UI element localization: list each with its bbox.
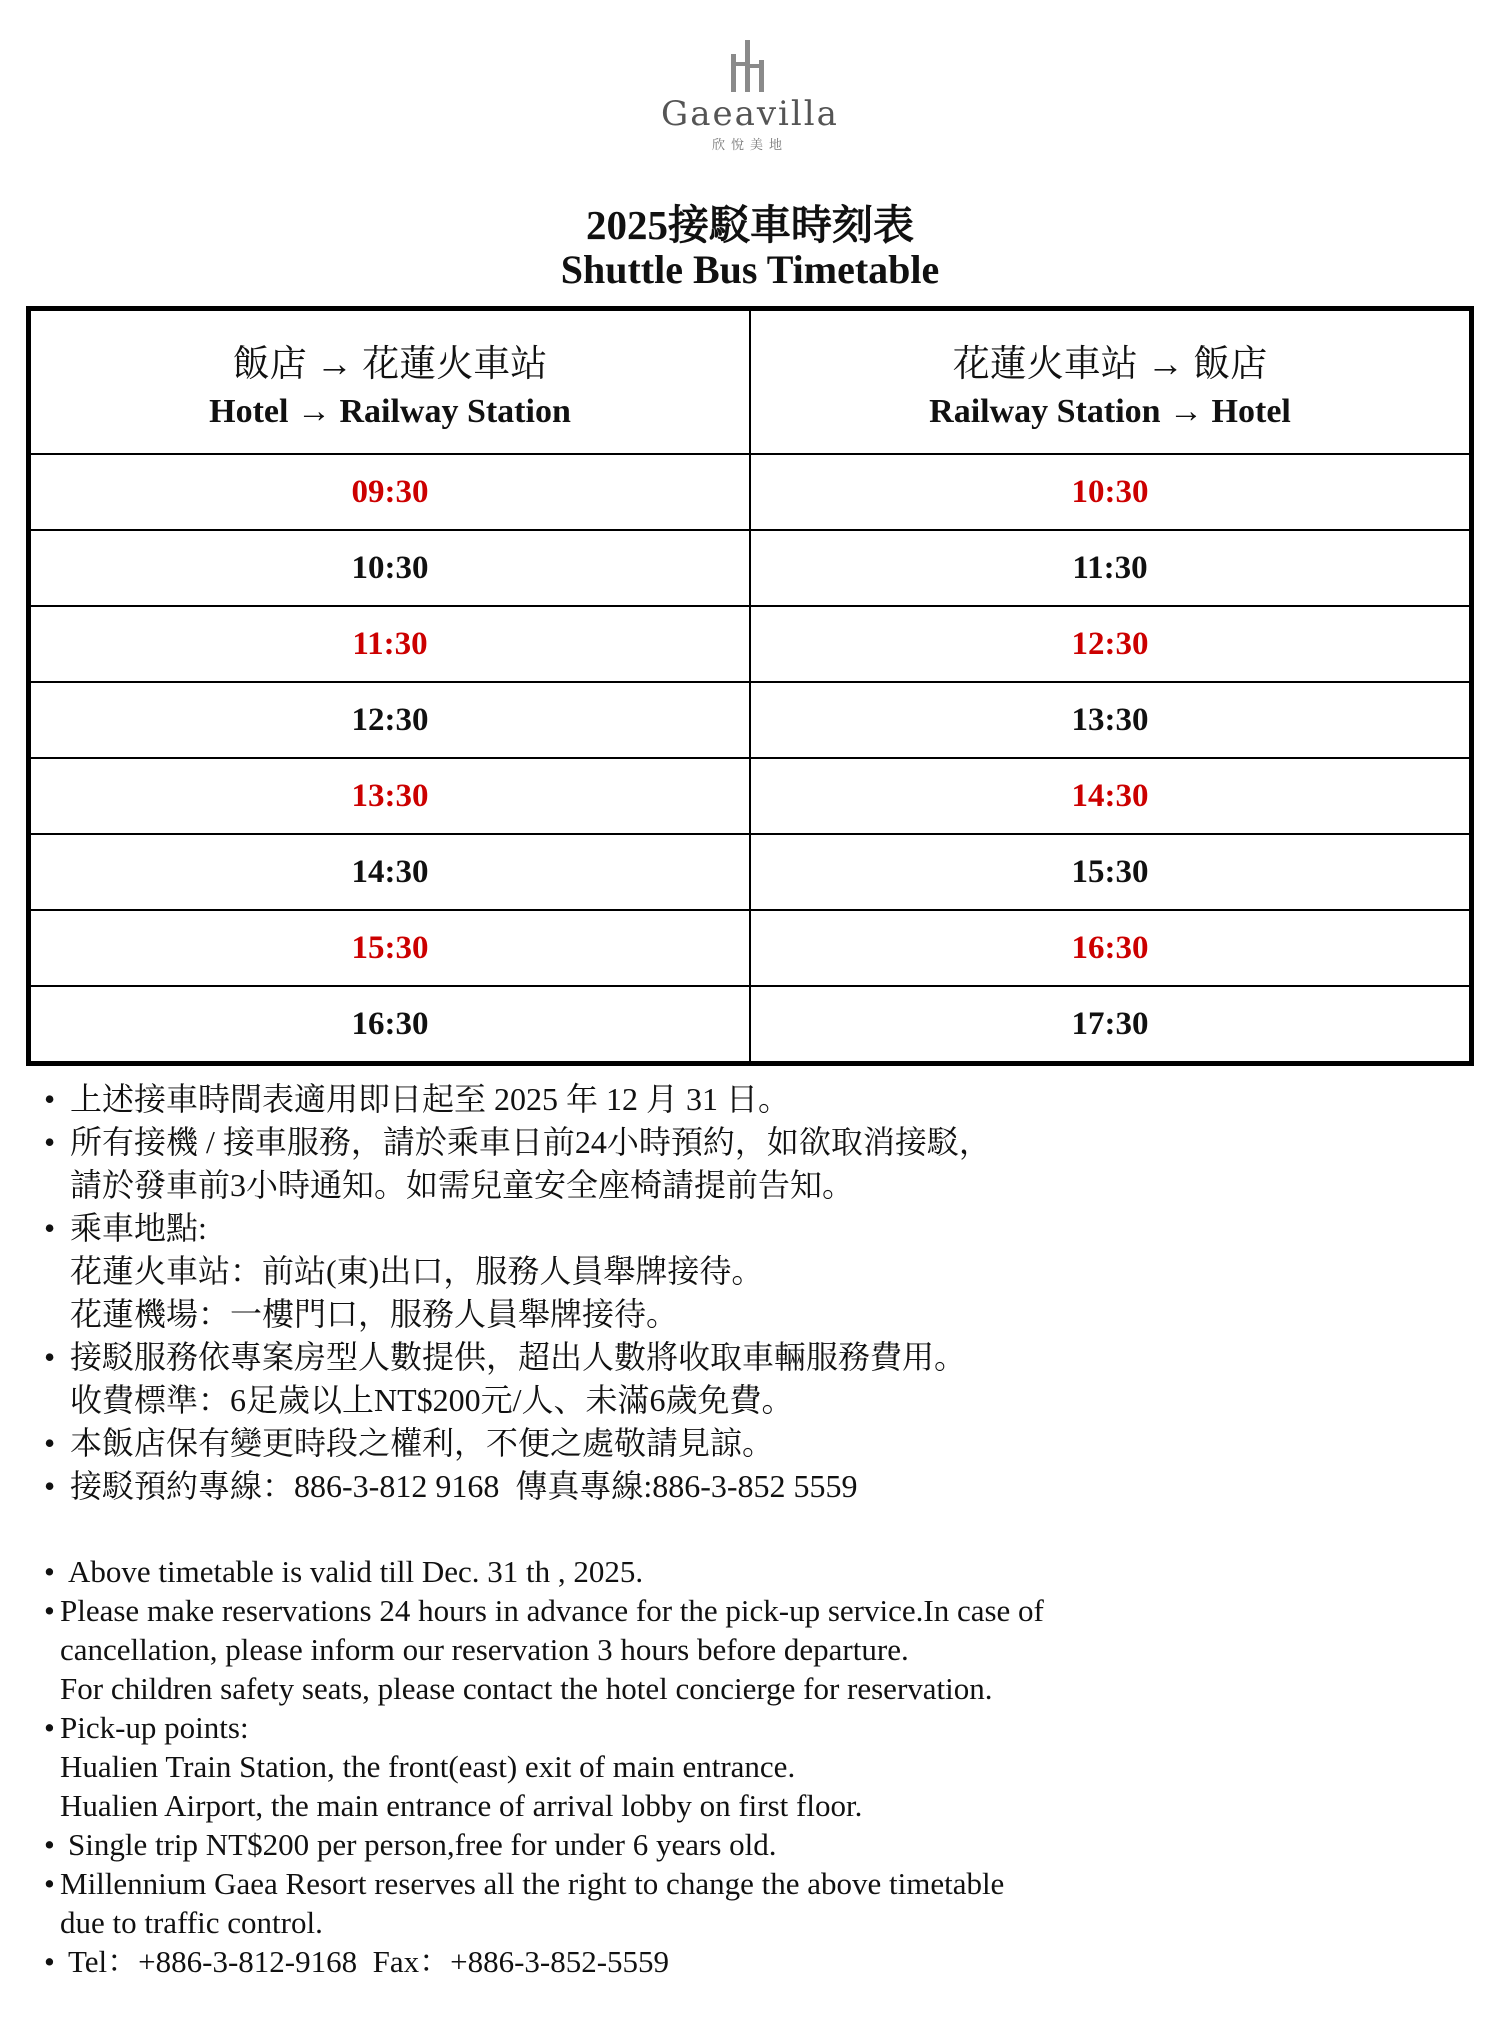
column-header-en: Railway Station → Hotel xyxy=(929,393,1291,430)
note-item xyxy=(42,1825,1462,1864)
return-time-cell: 14:30 xyxy=(750,758,1472,834)
note-text: 收費標準：6足歲以上NT$200元/人、未滿6歲免費。 xyxy=(70,1382,794,1418)
note-text: 接駁預約專線：886-3-812 9168 傳真專線:886-3-852 5559 xyxy=(70,1468,858,1504)
note-item xyxy=(42,1207,1462,1336)
page-title-cn: 2025接駁車時刻表 xyxy=(586,202,914,248)
timetable xyxy=(26,306,1474,1066)
column-header-en: Hotel → Railway Station xyxy=(209,393,571,430)
return-time-cell: 16:30 xyxy=(750,910,1472,986)
note-text: For children safety seats, please contact the hotel concierge for reservation. xyxy=(60,1671,993,1706)
notes-english xyxy=(42,1552,1462,1981)
note-text: 花蓮火車站：前站(東)出口，服務人員舉牌接待。 xyxy=(70,1253,764,1289)
note-text: cancellation, please inform our reservation 3 hours before departure. xyxy=(60,1632,909,1667)
note-text: • Please make reservations 24 hours in advance for the pick-up service.In case of xyxy=(60,1593,1044,1628)
table-row xyxy=(29,986,1472,1064)
table-row xyxy=(29,834,1472,910)
return-time-cell: 11:30 xyxy=(750,530,1472,606)
note-item xyxy=(42,1552,1462,1591)
departure-time-cell: 16:30 xyxy=(29,986,751,1064)
table-row xyxy=(29,454,1472,530)
note-text: • Pick-up points: xyxy=(60,1710,249,1745)
page-title-en: Shuttle Bus Timetable xyxy=(560,247,940,292)
note-text: Hualien Airport, the main entrance of arrival lobby on first floor. xyxy=(60,1788,863,1823)
table-row xyxy=(29,530,1472,606)
logo-name: Gaeavilla xyxy=(661,94,839,134)
departure-time-cell: 13:30 xyxy=(29,758,751,834)
column-header-hotel-to-station xyxy=(29,309,751,455)
timetable-body xyxy=(29,454,1472,1064)
return-time-cell: 13:30 xyxy=(750,682,1472,758)
departure-time-cell: 10:30 xyxy=(29,530,751,606)
return-time-cell: 10:30 xyxy=(750,454,1472,530)
departure-time-cell: 11:30 xyxy=(29,606,751,682)
note-text: Hualien Train Station, the front(east) exit of main entrance. xyxy=(60,1749,796,1784)
note-text: Above timetable is valid till Dec. 31 th , 2025. xyxy=(68,1554,644,1589)
note-item xyxy=(42,1591,1462,1708)
note-text: • 所有接機 / 接車服務，請於乘車日前24小時預約，如欲取消接駁， xyxy=(70,1124,991,1160)
note-item xyxy=(42,1336,1462,1422)
note-text: • 乘車地點: xyxy=(70,1210,207,1246)
note-text: 花蓮機場：一樓門口，服務人員舉牌接待。 xyxy=(70,1296,679,1332)
note-item xyxy=(42,1078,1462,1121)
note-item xyxy=(42,1708,1462,1825)
notes-chinese xyxy=(42,1078,1462,1508)
note-text: Single trip NT$200 per person,free for under 6 years old. xyxy=(68,1827,777,1862)
table-row xyxy=(29,682,1472,758)
table-row xyxy=(29,606,1472,682)
note-item xyxy=(42,1422,1462,1465)
hotel-logo xyxy=(0,40,1500,153)
note-text: 本飯店保有變更時段之權利，不便之處敬請見諒。 xyxy=(70,1425,775,1461)
return-time-cell: 12:30 xyxy=(750,606,1472,682)
column-header-cn: 飯店 → 花蓮火車站 xyxy=(232,344,548,385)
logo-mark-icon xyxy=(727,40,773,92)
table-row xyxy=(29,910,1472,986)
table-header-row xyxy=(29,309,1472,455)
note-item xyxy=(42,1864,1462,1942)
departure-time-cell: 14:30 xyxy=(29,834,751,910)
note-text: 上述接車時間表適用即日起至 2025 年 12 月 31 日。 xyxy=(70,1081,791,1117)
note-text: • 接駁服務依專案房型人數提供，超出人數將收取車輛服務費用。 xyxy=(70,1339,967,1375)
departure-time-cell: 12:30 xyxy=(29,682,751,758)
departure-time-cell: 09:30 xyxy=(29,454,751,530)
note-item xyxy=(42,1942,1462,1981)
note-text: Tel：+886-3-812-9168 Fax：+886-3-852-5559 xyxy=(68,1944,670,1979)
column-header-cn: 花蓮火車站 → 飯店 xyxy=(952,344,1268,385)
table-row xyxy=(29,758,1472,834)
note-text: due to traffic control. xyxy=(60,1905,323,1940)
return-time-cell: 17:30 xyxy=(750,986,1472,1064)
column-header-station-to-hotel xyxy=(750,309,1472,455)
note-item xyxy=(42,1121,1462,1207)
note-item xyxy=(42,1465,1462,1508)
note-text: • Millennium Gaea Resort reserves all the right to change the above timetable xyxy=(60,1866,1005,1901)
departure-time-cell: 15:30 xyxy=(29,910,751,986)
logo-subtitle: 欣悅美地 xyxy=(711,137,788,152)
note-text: 請於發車前3小時通知。如需兒童安全座椅請提前告知。 xyxy=(70,1167,855,1203)
return-time-cell: 15:30 xyxy=(750,834,1472,910)
